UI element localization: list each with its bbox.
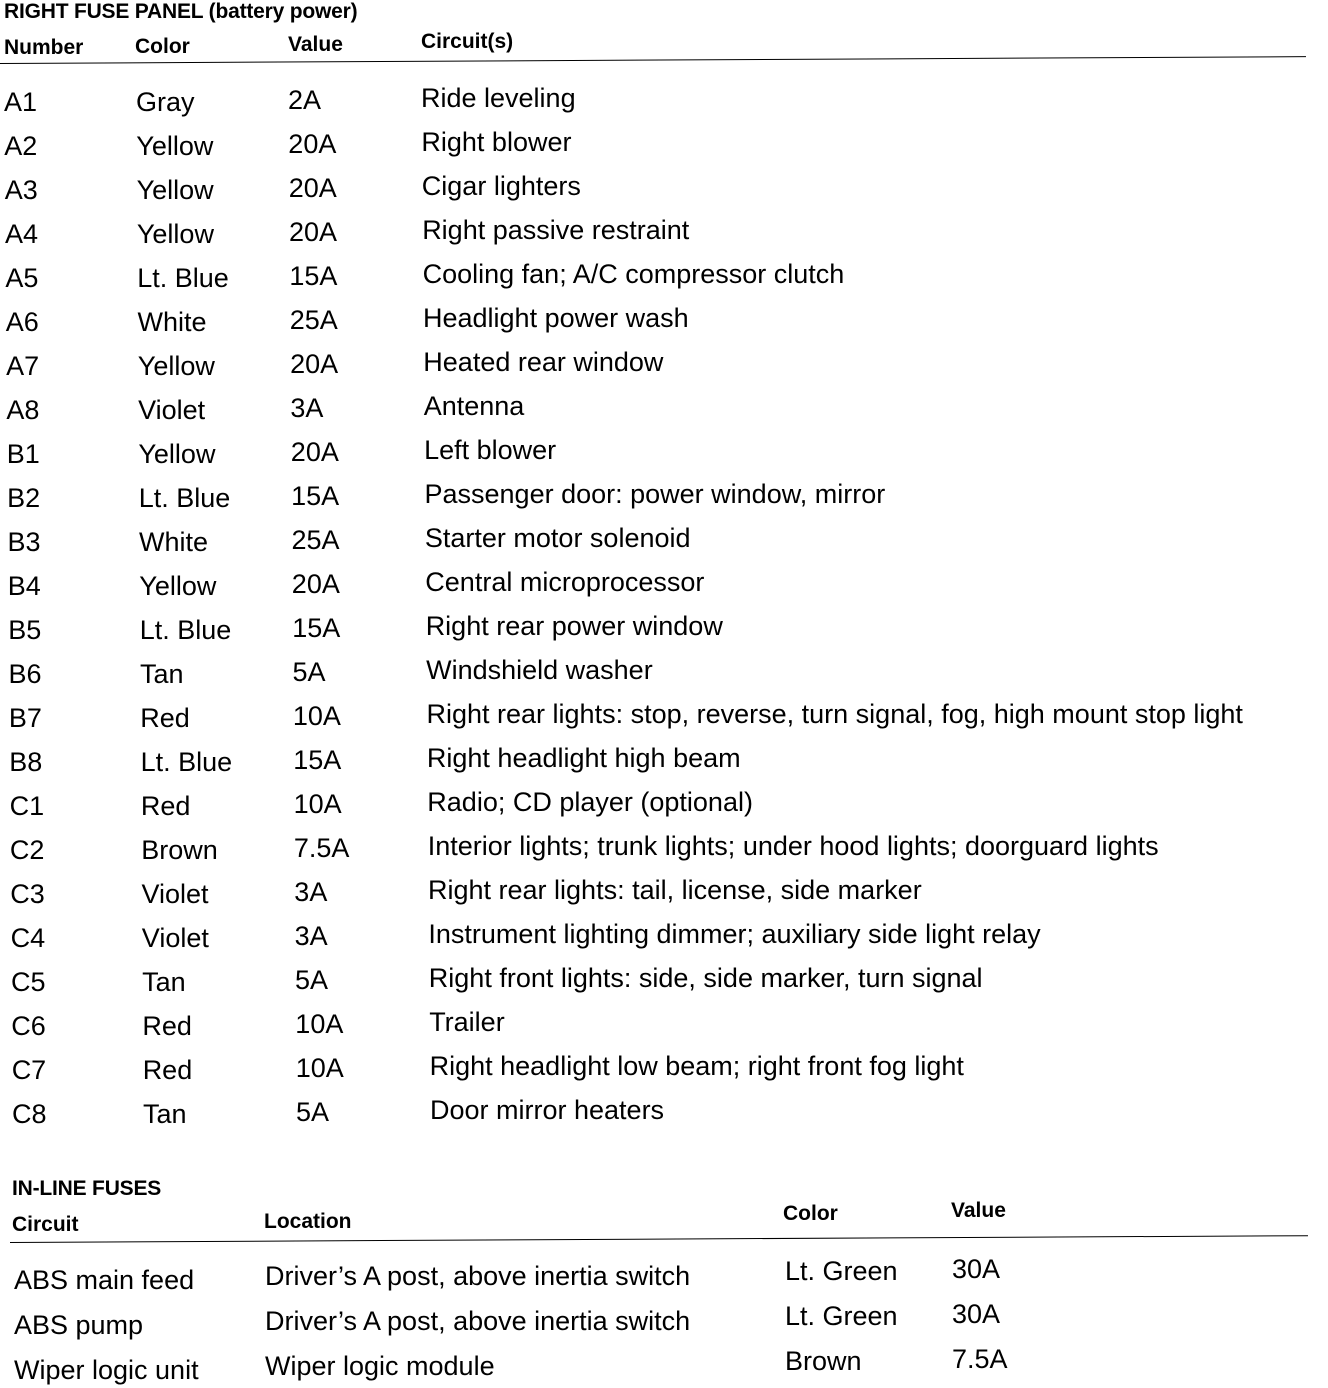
fuse-circuit: Passenger door: power window, mirror xyxy=(424,479,886,509)
inline-circuit: ABS pump xyxy=(14,1310,144,1340)
inline-circuit: ABS main feed xyxy=(14,1265,195,1295)
header-value: Value xyxy=(288,33,343,56)
fuse-number: A1 xyxy=(4,87,38,117)
inline-header-color: Color xyxy=(783,1202,838,1225)
fuse-value: 3A xyxy=(290,393,324,423)
fuse-value: 20A xyxy=(288,173,337,203)
fuse-number: B4 xyxy=(7,571,41,601)
fuse-color: White xyxy=(139,527,209,557)
fuse-circuit: Ride leveling xyxy=(421,83,576,113)
fuse-color: Lt. Blue xyxy=(138,483,231,513)
fuse-value: 10A xyxy=(295,1009,344,1039)
fuse-number: B1 xyxy=(6,439,40,469)
fuse-number: A6 xyxy=(5,307,39,337)
fuse-color: Yellow xyxy=(136,175,214,205)
fuse-color: Tan xyxy=(142,967,186,997)
header-color: Color xyxy=(135,35,190,58)
fuse-color: Gray xyxy=(136,87,195,117)
inline-location: Wiper logic module xyxy=(265,1351,495,1381)
fuse-number: A4 xyxy=(5,219,39,249)
inline-fuses-title: IN-LINE FUSES xyxy=(12,1177,162,1200)
fuse-value: 10A xyxy=(292,701,341,731)
inline-color: Brown xyxy=(785,1346,862,1376)
fuse-color: Tan xyxy=(140,659,184,689)
fuse-circuit: Right blower xyxy=(421,127,572,157)
fuse-color: Yellow xyxy=(137,351,215,381)
fuse-number: B8 xyxy=(9,747,43,777)
fuse-number: C2 xyxy=(9,835,45,865)
fuse-circuit: Cigar lighters xyxy=(421,171,581,201)
fuse-circuit: Right rear lights: stop, reverse, turn signal, fog, high mount stop light xyxy=(426,699,1243,729)
fuse-circuit: Right headlight high beam xyxy=(426,743,741,773)
fuse-color: Violet xyxy=(141,923,209,953)
fuse-number: A2 xyxy=(4,131,38,161)
fuse-number: C3 xyxy=(10,879,45,909)
fuse-circuit: Cooling fan; A/C compressor clutch xyxy=(422,259,845,289)
fuse-value: 10A xyxy=(293,789,342,819)
fuse-circuit: Heated rear window xyxy=(423,347,664,377)
fuse-value: 10A xyxy=(295,1053,344,1083)
fuse-value: 20A xyxy=(290,437,339,467)
fuse-color: Tan xyxy=(143,1099,187,1129)
fuse-number: B3 xyxy=(7,527,41,557)
fuse-number: C6 xyxy=(11,1011,46,1041)
inline-location: Driver’s A post, above inertia switch xyxy=(265,1306,691,1336)
fuse-color: Yellow xyxy=(138,439,216,469)
inline-value: 7.5A xyxy=(952,1344,1008,1374)
fuse-circuit: Right passive restraint xyxy=(422,215,690,245)
fuse-circuit: Trailer xyxy=(429,1007,505,1037)
header-rule xyxy=(0,56,1306,64)
fuse-value: 20A xyxy=(291,569,340,599)
inline-circuit: Wiper logic unit xyxy=(14,1355,199,1385)
fuse-value: 5A xyxy=(292,657,326,687)
fuse-value: 15A xyxy=(291,481,340,511)
fuse-circuit: Central microprocessor xyxy=(425,567,705,597)
fuse-number: C7 xyxy=(11,1055,47,1085)
fuse-circuit: Left blower xyxy=(424,435,557,465)
fuse-circuit: Door mirror heaters xyxy=(430,1095,665,1125)
fuse-color: Red xyxy=(140,703,190,733)
fuse-circuit: Instrument lighting dimmer; auxiliary side light relay xyxy=(428,919,1041,949)
inline-header-circuit: Circuit xyxy=(12,1213,79,1236)
fuse-number: B2 xyxy=(7,483,41,513)
fuse-number: C4 xyxy=(10,923,46,953)
inline-color: Lt. Green xyxy=(785,1301,898,1331)
fuse-color: Violet xyxy=(138,395,206,425)
fuse-number: B7 xyxy=(8,703,42,733)
fuse-color: Yellow xyxy=(136,131,214,161)
inline-color: Lt. Green xyxy=(785,1256,898,1286)
fuse-color: Lt. Blue xyxy=(140,747,233,777)
fuse-circuit: Right headlight low beam; right front fog light xyxy=(429,1051,964,1081)
fuse-color: Yellow xyxy=(136,219,214,249)
fuse-circuit: Starter motor solenoid xyxy=(424,523,691,553)
fuse-value: 25A xyxy=(289,305,338,335)
fuse-value: 20A xyxy=(290,349,339,379)
fuse-value: 15A xyxy=(293,745,342,775)
fuse-color: Red xyxy=(142,1011,192,1041)
inline-location: Driver’s A post, above inertia switch xyxy=(265,1261,691,1291)
fuse-number: C8 xyxy=(12,1099,47,1129)
fuse-color: Lt. Blue xyxy=(139,615,232,645)
fuse-circuit: Antenna xyxy=(423,391,525,421)
fuse-number: A8 xyxy=(6,395,40,425)
fuse-circuit: Right rear power window xyxy=(425,611,723,641)
inline-value: 30A xyxy=(952,1254,1001,1284)
fuse-value: 3A xyxy=(294,921,328,951)
fuse-color: Red xyxy=(142,1055,193,1085)
inline-value: 30A xyxy=(952,1299,1001,1329)
fuse-value: 20A xyxy=(288,129,337,159)
inline-header-rule xyxy=(10,1235,1308,1243)
fuse-value: 5A xyxy=(296,1097,330,1127)
fuse-value: 15A xyxy=(292,613,341,643)
fuse-color: White xyxy=(137,307,207,337)
inline-header-value: Value xyxy=(951,1199,1006,1222)
inline-header-location: Location xyxy=(264,1210,352,1233)
fuse-value: 3A xyxy=(294,877,328,907)
fuse-number: A5 xyxy=(5,263,39,293)
fuse-color: Violet xyxy=(141,879,209,909)
fuse-number: B5 xyxy=(8,615,42,645)
fuse-value: 25A xyxy=(291,525,340,555)
fuse-number: C5 xyxy=(11,967,46,997)
fuse-circuit: Interior lights; trunk lights; under hood lights; doorguard lights xyxy=(427,831,1159,861)
fuse-circuit: Right front lights: side, side marker, turn signal xyxy=(428,963,983,993)
fuse-number: C1 xyxy=(9,791,45,821)
fuse-color: Brown xyxy=(141,835,218,865)
fuse-value: 15A xyxy=(289,261,338,291)
fuse-number: B6 xyxy=(8,659,42,689)
fuse-value: 7.5A xyxy=(293,833,350,863)
header-number: Number xyxy=(4,36,84,59)
right-fuse-panel-title: RIGHT FUSE PANEL (battery power) xyxy=(4,0,358,23)
fuse-color: Red xyxy=(140,791,191,821)
header-circuits: Circuit(s) xyxy=(421,30,514,53)
fuse-color: Yellow xyxy=(139,571,217,601)
fuse-circuit: Headlight power wash xyxy=(423,303,689,333)
fuse-circuit: Windshield washer xyxy=(426,655,653,685)
fuse-value: 2A xyxy=(288,85,322,115)
fuse-number: A7 xyxy=(6,351,40,381)
fuse-number: A3 xyxy=(4,175,38,205)
fuse-circuit: Right rear lights: tail, license, side marker xyxy=(428,875,922,905)
fuse-color: Lt. Blue xyxy=(137,263,229,293)
fuse-circuit: Radio; CD player (optional) xyxy=(427,787,753,817)
fuse-value: 20A xyxy=(289,217,338,247)
fuse-value: 5A xyxy=(295,965,329,995)
